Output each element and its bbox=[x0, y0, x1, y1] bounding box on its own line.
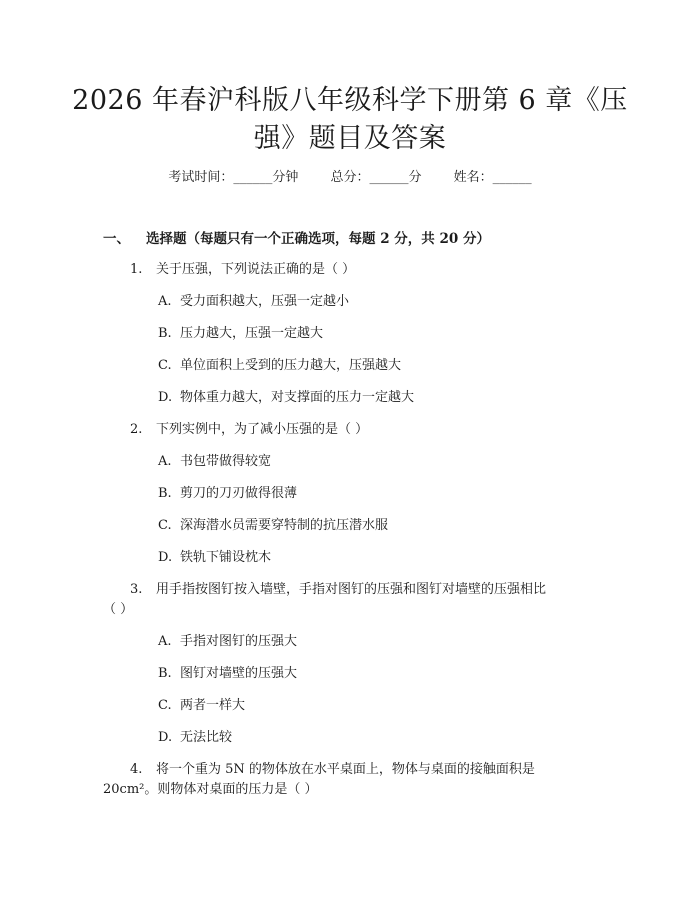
exam-time: 考试时间：______分钟 bbox=[168, 170, 299, 185]
question-4 bbox=[130, 760, 535, 780]
question-3-continuation: （ ） bbox=[103, 602, 134, 617]
question-1 bbox=[130, 260, 355, 280]
exam-name: 姓名：______ bbox=[453, 170, 532, 185]
question-number: 4. bbox=[130, 762, 143, 777]
section-title: 选择题（每题只有一个正确选项，每题 2 分，共 20 分） bbox=[146, 231, 490, 247]
option-2d: D. 铁轨下铺设枕木 bbox=[158, 550, 272, 565]
document-title bbox=[60, 82, 640, 158]
option-2a: A. 书包带做得较宽 bbox=[158, 454, 272, 469]
question-number: 3. bbox=[130, 582, 143, 597]
exam-info bbox=[0, 168, 700, 188]
question-text: 关于压强，下列说法正确的是（ ） bbox=[156, 262, 356, 277]
title-line-1: 2026 年春沪科版八年级科学下册第 6 章《压 bbox=[72, 85, 628, 116]
option-1d: D. 物体重力越大，对支撑面的压力一定越大 bbox=[158, 390, 415, 405]
title-line-2: 强》题目及答案 bbox=[253, 123, 447, 154]
option-2b: B. 剪刀的刀刃做得很薄 bbox=[158, 486, 298, 501]
question-text: 将一个重为 5N 的物体放在水平桌面上，物体与桌面的接触面积是 bbox=[156, 762, 535, 777]
section-heading bbox=[103, 229, 490, 249]
question-number: 1. bbox=[130, 262, 143, 277]
question-3 bbox=[130, 580, 546, 600]
question-number: 2. bbox=[130, 422, 143, 437]
question-2 bbox=[130, 420, 368, 440]
question-text: 下列实例中，为了减小压强的是（ ） bbox=[156, 422, 369, 437]
exam-score: 总分：______分 bbox=[330, 170, 422, 185]
option-3c: C. 两者一样大 bbox=[158, 698, 246, 713]
option-3a: A. 手指对图钉的压强大 bbox=[158, 634, 298, 649]
option-3b: B. 图钉对墙壁的压强大 bbox=[158, 666, 298, 681]
question-text: 用手指按图钉按入墙壁，手指对图钉的压强和图钉对墙壁的压强相比 bbox=[156, 582, 547, 597]
option-1b: B. 压力越大，压强一定越大 bbox=[158, 326, 324, 341]
option-3d: D. 无法比较 bbox=[158, 730, 233, 745]
option-2c: C. 深海潜水员需要穿特制的抗压潜水服 bbox=[158, 518, 389, 533]
section-number: 一、 bbox=[103, 231, 130, 247]
option-1a: A. 受力面积越大，压强一定越小 bbox=[158, 294, 350, 309]
option-1c: C. 单位面积上受到的压力越大，压强越大 bbox=[158, 358, 402, 373]
question-4-continuation: 20cm²。则物体对桌面的压力是（ ） bbox=[103, 782, 318, 797]
